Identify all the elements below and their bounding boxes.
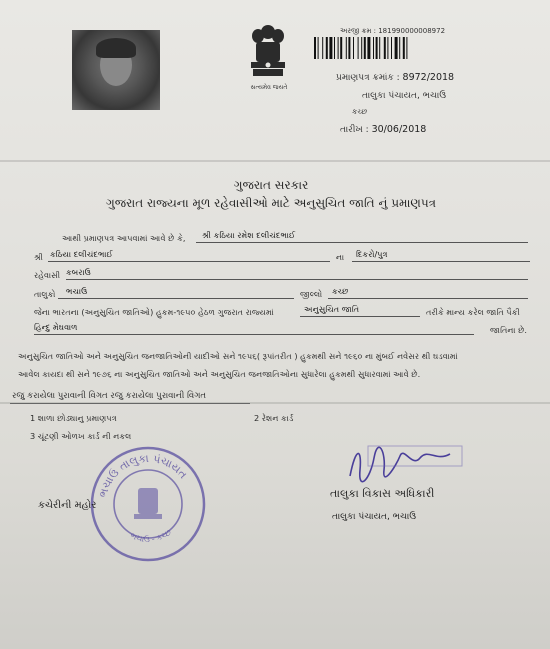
- applicant-name-field: [196, 230, 528, 243]
- barcode-bar: [348, 37, 350, 59]
- barcode-bar: [403, 37, 405, 59]
- taluka-label: તાલુકો: [34, 289, 56, 299]
- evidence-heading: રજુ કરાયેલા પુરાવાની વિગત રજુ કરાયેલા પુરાવાની વિગત: [12, 391, 207, 401]
- applicant-name: શ્રી કઠિયા રમેશ દલીચંદભાઈ: [202, 230, 296, 240]
- barcode-bar: [364, 37, 366, 59]
- barcode-bar: [391, 37, 392, 59]
- barcode-bar: [322, 37, 323, 59]
- officer-signature: [340, 440, 464, 490]
- relation-field: [352, 249, 530, 262]
- date-row: [340, 124, 426, 135]
- barcode-bar: [334, 37, 335, 59]
- given-to-text: આથી પ્રમાણપત્ર આપવામાં આવે છે કે,: [62, 233, 186, 243]
- father-name: કઠિયા દલીચંદભાઈ: [50, 249, 113, 259]
- barcode-bar: [358, 37, 359, 59]
- barcode-bar: [314, 37, 316, 59]
- issuing-district: કચ્છ: [352, 107, 368, 116]
- caste-field: [34, 322, 474, 335]
- district: કચ્છ: [332, 286, 349, 296]
- paper-fold-line: [0, 160, 550, 162]
- issuing-office: તાલુકા પંચાયત, ભચાઉ: [362, 91, 447, 101]
- evidence-item: 1 શાળા છોડ્યાનુ પ્રમાણપત્ર: [30, 413, 117, 423]
- certificate-title: ગુજરાત રાજ્યના મૂળ રહેવાસીઓ માટે અનુસુચિત જાતિ નું પ્રમાણપત્ર: [105, 196, 437, 210]
- barcode-bar: [340, 37, 342, 59]
- resident-field: [66, 267, 528, 280]
- caste: હિન્દુ મેઘવાળ: [34, 322, 78, 332]
- barcode-bar: [353, 37, 354, 59]
- barcode-bar: [399, 37, 400, 59]
- svg-text:ભચાઉ - કચ્છ: [129, 528, 173, 544]
- office-seal: [86, 442, 210, 566]
- seal-text-top: ભચાઉ તાલુકા પંચાયત: [96, 451, 190, 499]
- application-number: અરજી ક્રમ : 181990000008972: [340, 27, 446, 35]
- legal-paragraph: [18, 349, 533, 382]
- category: અનુસુચિત જાતિ: [304, 304, 360, 314]
- father-name-field: [48, 249, 330, 262]
- certificate-number: 8972/2018: [402, 72, 455, 83]
- recognized-text: તરીકે માન્ય કરેલ જાતિ પૈકી: [426, 307, 520, 317]
- emblem-caption: સત્યમેવ જયતે: [250, 84, 288, 91]
- paragraph-line: અનુસુચિત જાતિઓ અને અનુસુચિત જનજાતિઓની યાદીઓ સને ૧૯૫૬( રૂપાંતરીત ) હુકમથી સને ૧૯૬૦ ના મુંબઈ નવેસર થી ઘડવામાં: [18, 351, 458, 361]
- father-prefix: શ્રી: [34, 252, 44, 262]
- national-emblem-icon: [243, 22, 293, 82]
- seal-text-bottom: ભચાઉ - કચ્છ: [128, 527, 174, 544]
- issue-date: 30/06/2018: [371, 124, 427, 135]
- barcode-bar: [379, 37, 380, 59]
- barcode-bar: [395, 37, 398, 59]
- caste-suffix: જાતિના છે.: [490, 325, 528, 335]
- certificate-number-row: [336, 72, 454, 83]
- government-title: ગુજરાત સરકાર: [233, 178, 309, 192]
- taluka-field: [58, 286, 294, 299]
- district-field: [328, 286, 528, 299]
- barcode-bar: [329, 37, 332, 59]
- barcode-bar: [326, 37, 328, 59]
- rule-text: જેના ભારતના (અનુસુચિત જાતિઓ) હુકમ-૧૯૫૦ હેઠળ ગુજરાત રાજ્યમાં: [34, 307, 274, 317]
- resident-label: રહેવાસી: [34, 270, 61, 280]
- evidence-heading-underline: [10, 389, 250, 404]
- relation-prefix: ના: [336, 252, 345, 262]
- paragraph-line: આવેલ કાયદા થી સને ૧૯૭૬ ના અનુસુચિત જાતિઓ અને અનુસુચિત જનજાતિઓના સુધારેલા હુકમથી સુધારવામાં આવે છે.: [18, 369, 421, 379]
- barcode-bar: [384, 37, 386, 59]
- barcode-bar: [376, 37, 378, 59]
- evidence-item: 3 ચૂંટણી ઓળખ કાર્ડ ની નકલ: [30, 431, 132, 441]
- barcode-bar: [346, 37, 347, 59]
- district-label: જીલ્લો: [300, 289, 323, 299]
- relation: દિકરો/પુત્ર: [356, 249, 388, 259]
- taluka: ભચાઉ: [66, 286, 88, 296]
- barcode-bar: [367, 37, 370, 59]
- photo-hair: [96, 38, 136, 58]
- certificate-number-label: પ્રમાણપત્ર ક્રમાંક :: [336, 73, 400, 83]
- officer-office: તાલુકા પંચાયત, ભચાઉ: [332, 512, 417, 522]
- resident-village: કબરાઉ: [66, 267, 91, 277]
- barcode-bar: [406, 37, 407, 59]
- category-field: [300, 304, 420, 317]
- date-label: તારીખ :: [340, 125, 369, 135]
- barcode-bar: [318, 37, 319, 59]
- officer-title: તાલુકા વિકાસ અધિકારી: [330, 487, 435, 500]
- barcode-bar: [387, 37, 388, 59]
- barcode-bar: [361, 37, 362, 59]
- barcode-bar: [373, 37, 374, 59]
- barcode-bar: [338, 37, 339, 59]
- evidence-item: 2 રેશન કાર્ડ: [254, 413, 294, 423]
- barcode: [314, 37, 448, 59]
- applicant-photo: [72, 30, 160, 110]
- office-stamp-label: કચેરીની મહોર: [38, 500, 97, 511]
